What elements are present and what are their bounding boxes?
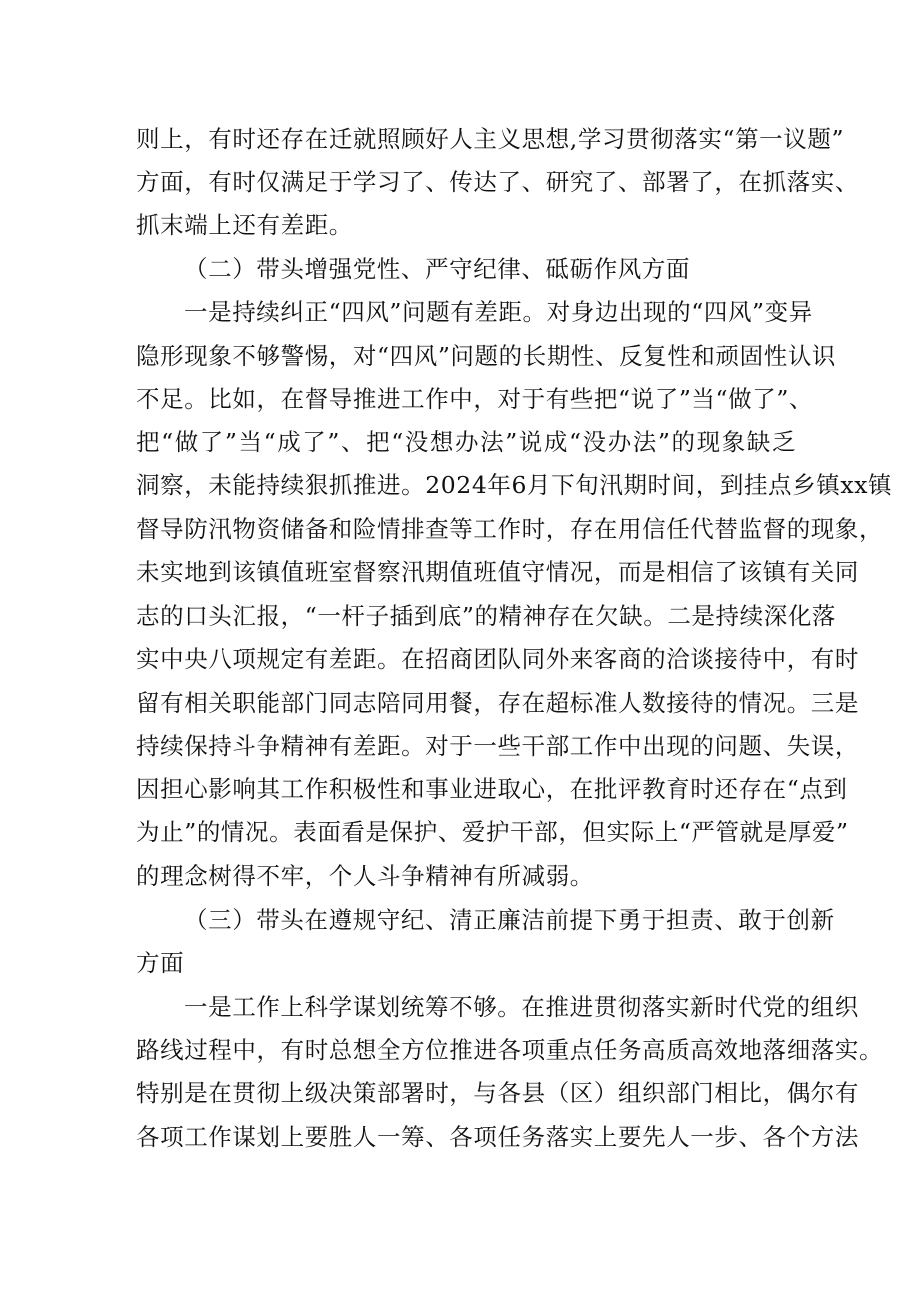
body-text-line: 洞察，未能持续狠抓推进。2024年6月下旬汛期时间，到挂点乡镇xx镇 — [136, 471, 893, 499]
body-text-line: 为止”的情况。表面看是保护、爱护干部，但实际上“严管就是厚爱” — [136, 818, 849, 846]
body-text-line: 隐形现象不够警惕，对“四风”问题的长期性、反复性和顽固性认识 — [136, 342, 837, 370]
section-heading-3: （三）带头在遵规守纪、清正廉洁前提下勇于担责、敢于创新 — [184, 906, 835, 934]
body-text-line: 则上，有时还存在迁就照顾好人主义思想,学习贯彻落实“第一议题” — [136, 125, 845, 153]
body-text-line: 的理念树得不牢，个人斗争精神有所减弱。 — [136, 862, 594, 890]
body-text-line: 未实地到该镇值班室督察汛期值班值守情况，而是相信了该镇有关同 — [136, 558, 859, 586]
body-text-line: 各项工作谋划上要胜人一筹、各项任务落实上要先人一步、各个方法 — [136, 1123, 859, 1151]
body-text-line: 志的口头汇报，“一杆子插到底”的精神存在欠缺。二是持续深化落 — [136, 602, 837, 630]
body-text-line: 特别是在贯彻上级决策部署时，与各县（区）组织部门相比，偶尔有 — [136, 1079, 859, 1107]
body-text-line: 方面，有时仅满足于学习了、传达了、研究了、部署了，在抓落实、 — [136, 168, 859, 196]
body-text-line: 持续保持斗争精神有差距。对于一些干部工作中出现的问题、失误， — [136, 732, 859, 760]
body-text-line: 一是持续纠正“四风”问题有差距。对身边出现的“四风”变异 — [184, 298, 813, 326]
body-text-line: 把“做了”当“成了”、把“没想办法”说成“没办法”的现象缺乏 — [136, 428, 796, 456]
body-text-line: 抓末端上还有差距。 — [136, 211, 353, 239]
body-text-line: 因担心影响其工作积极性和事业进取心，在批评教育时还存在“点到 — [136, 775, 848, 803]
body-text-line: 督导防汛物资储备和险情排查等工作时，存在用信任代替监督的现象， — [136, 515, 884, 543]
section-heading-3-continued: 方面 — [136, 949, 185, 977]
body-text-line: 实中央八项规定有差距。在招商团队同外来客商的洽谈接待中，有时 — [136, 645, 859, 673]
body-text-line: 不足。比如，在督导推进工作中，对于有些把“说了”当“做了”、 — [136, 385, 814, 413]
section-heading-2: （二）带头增强党性、严守纪律、砥砺作风方面 — [184, 255, 691, 283]
body-text-line: 路线过程中，有时总想全方位推进各项重点任务高质高效地落细落实。 — [136, 1036, 884, 1064]
body-text-line: 留有相关职能部门同志陪同用餐，存在超标准人数接待的情况。三是 — [136, 689, 859, 717]
body-text-line: 一是工作上科学谋划统筹不够。在推进贯彻落实新时代党的组织 — [184, 993, 859, 1021]
